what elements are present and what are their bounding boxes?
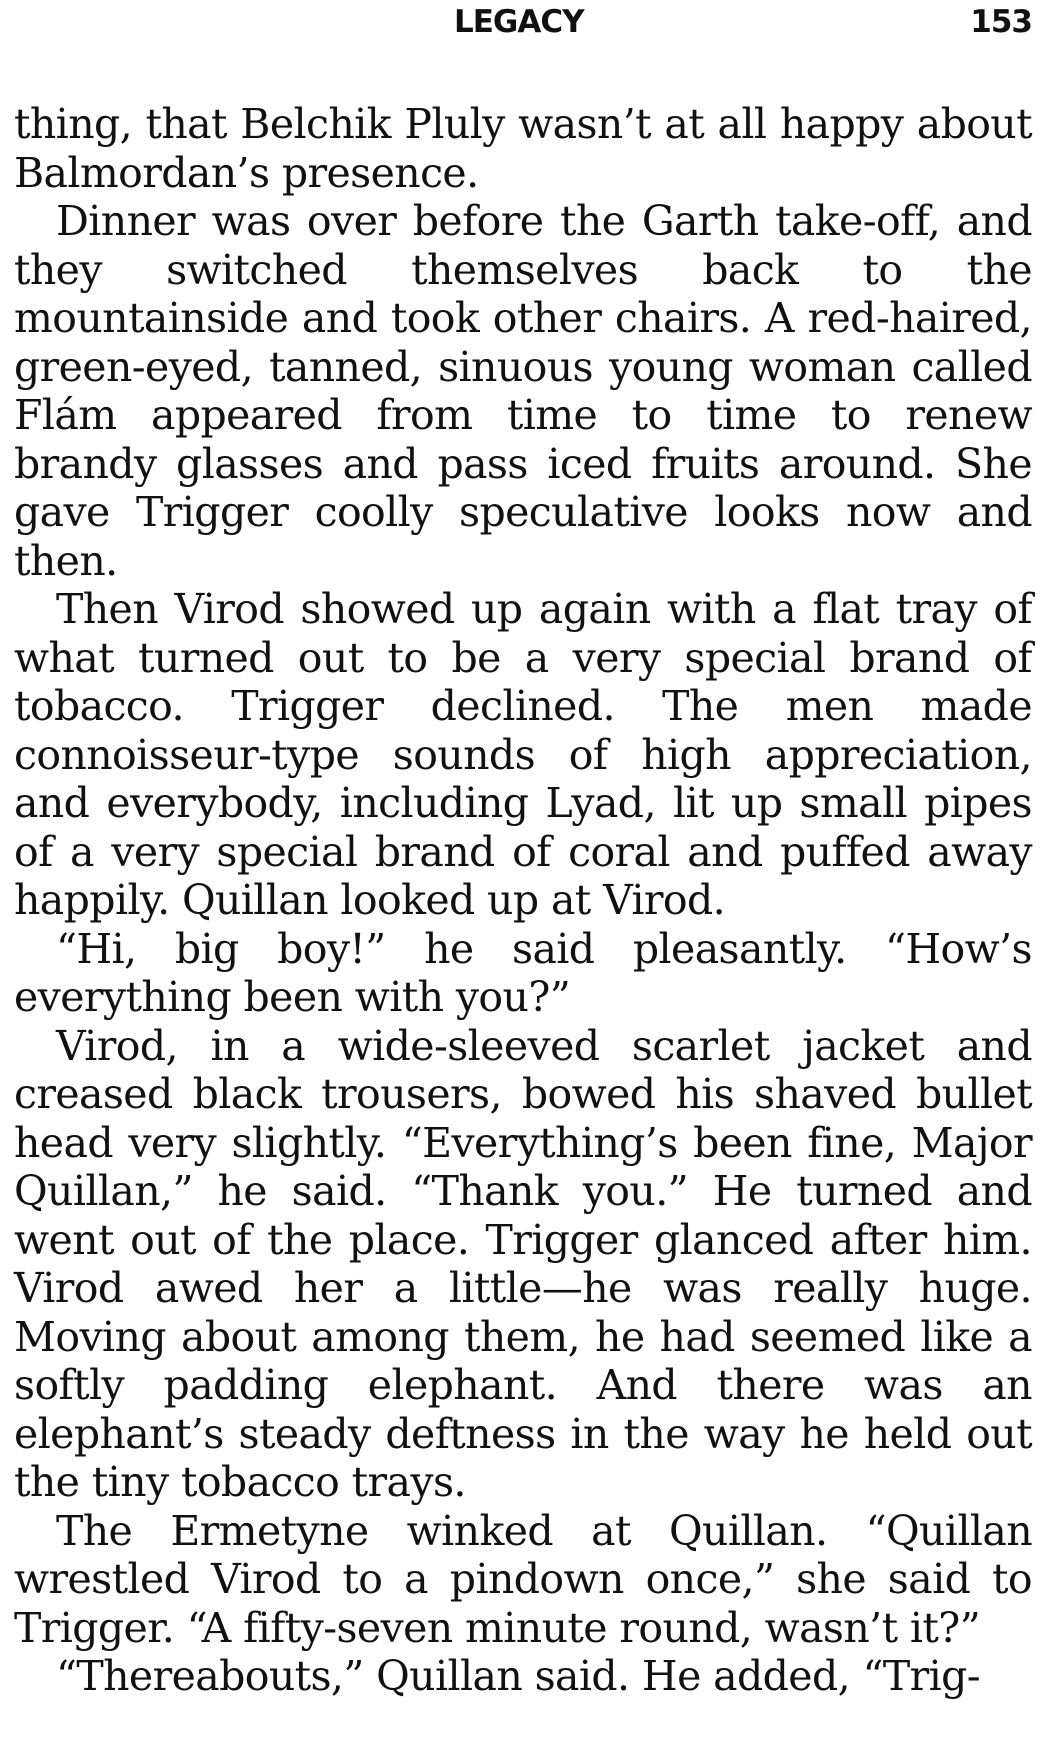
body-text <box>14 100 1032 1701</box>
paragraph-virod-tobacco: Then Virod showed up again with a flat tray of what turned out to be a very special brand of tobacco. Trigger declined. The men made connoisseur-type sounds of high appreciation, and everybody, including Lyad, lit up small pipes of a very special brand of coral and puffed away happily. Quillan looked up at Virod. <box>14 585 1032 924</box>
paragraph-quillan-greeting: “Hi, big boy!” he said pleasantly. “How’s everything been with you?” <box>14 924 1032 1021</box>
paragraph-dinner: Dinner was over before the Garth take-off, and they switched themselves back to the mountainside and took other chairs. A red-haired, green-eyed, tanned, sinuous young woman called Flám appeared from time to time to renew brandy glasses and pass iced fruits around. She gave Trigger coolly speculative looks now and then. <box>14 197 1032 585</box>
paragraph-virod-reply: Virod, in a wide-sleeved scarlet jacket and creased black trousers, bowed his shaved bullet head very slightly. “Everything’s been fine, Major Quillan,” he said. “Thank you.” He turned and went out of the place. Trigger glanced after him. Virod awed her a little—he was really huge. Moving about among them, he had seemed like a softly padding elephant. And there was an elephant’s steady deftness in the way he held out the tiny tobacco trays. <box>14 1021 1032 1506</box>
page-number: 153 <box>970 4 1032 40</box>
running-head <box>14 4 1032 44</box>
chapter-title: LEGACY <box>454 4 584 40</box>
paragraph-ermetyne: The Ermetyne winked at Quillan. “Quillan wrestled Virod to a pindown once,” she said to Trigger. “A fifty-seven minute round, wasn’t it?” <box>14 1506 1032 1652</box>
paragraph-thereabouts: “Thereabouts,” Quillan said. He added, “Trig- <box>56 1652 980 1700</box>
paragraph-continuation: thing, that Belchik Pluly wasn’t at all happy about Balmordan’s presence. <box>14 100 1032 197</box>
